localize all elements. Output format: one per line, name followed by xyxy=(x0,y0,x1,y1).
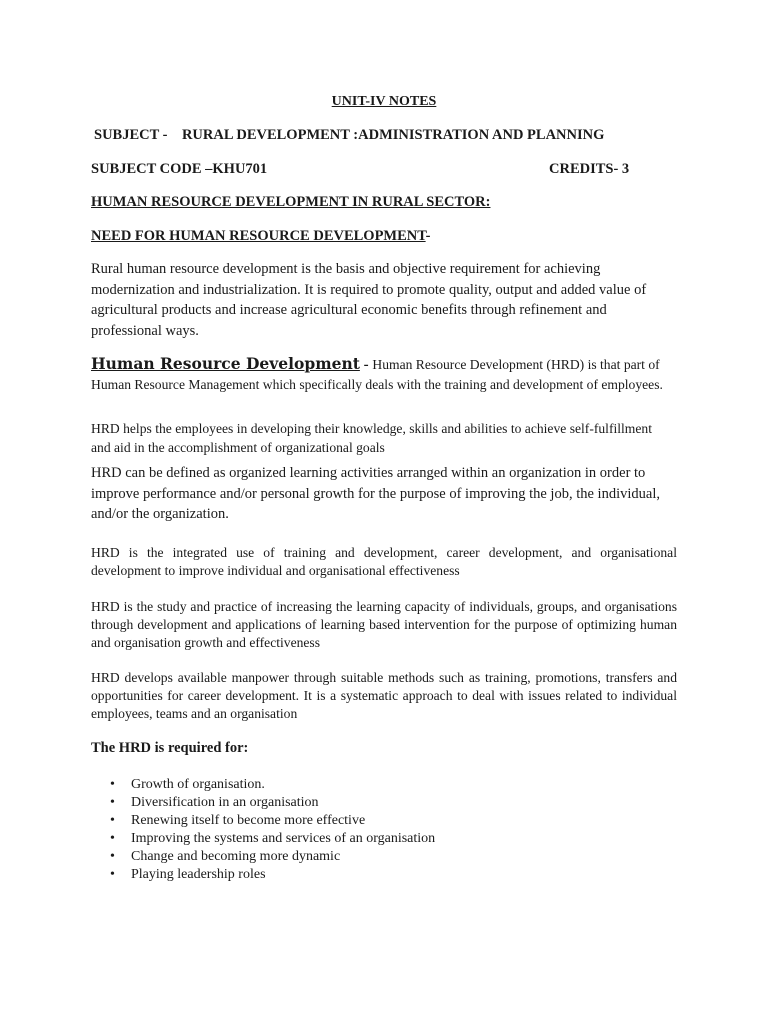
list-item-text: Improving the systems and services of an organisation xyxy=(131,830,436,846)
credits: CREDITS- 3 xyxy=(549,161,630,177)
list-item-text: Diversification in an organisation xyxy=(131,794,319,810)
list-item xyxy=(91,776,435,794)
paragraph-hrd-helps: HRD helps the employees in developing their knowledge, skills and abilities to achieve self-fulfillment and aid in the accomplishment of organizational goals xyxy=(91,421,652,455)
subject-line: SUBJECT - RURAL DEVELOPMENT :ADMINISTRATION AND PLANNING xyxy=(94,127,605,143)
paragraph-hrd-study: HRD is the study and practice of increasing the learning capacity of individuals, groups, and organisations through development and applications of learning based intervention for the purpose of optimizing human and organisation growth and effectiveness xyxy=(91,599,677,650)
paragraph-hrd-definition xyxy=(91,354,671,394)
bullet-icon: • xyxy=(110,866,115,882)
bullet-icon: • xyxy=(110,812,115,828)
page-title: UNIT-IV NOTES xyxy=(331,94,437,109)
paragraph-rural-hrd: Rural human resource development is the basis and objective requirement for achieving modernization and industrialization. It is required to promote quality, output and added value of agricultural products and increase agricultural economic benefits through refinement and professional ways. xyxy=(91,261,647,340)
hrd-term-dash: - xyxy=(359,357,373,373)
list-item-text: Growth of organisation. xyxy=(131,777,265,792)
paragraph-hrd-develops: HRD develops available manpower through suitable methods such as training, promotions, transfers and opportunities for career development. It is a systematic approach to deal with issues related to individual employees, teams and an organisation xyxy=(91,670,677,721)
list-item-text: Playing leadership roles xyxy=(131,866,266,882)
subject-code: SUBJECT CODE –KHU701 xyxy=(91,161,268,177)
need-heading-dash: - xyxy=(425,228,431,244)
paragraph-hrd-integrated: HRD is the integrated use of training and development, career development, and organisational development to improve individual and organisational effectiveness xyxy=(91,545,677,578)
list-item-text: Change and becoming more dynamic xyxy=(131,848,341,864)
hrd-term-heading: Human Resource Development xyxy=(91,354,360,373)
list-item xyxy=(91,812,435,830)
paragraph-hrd-defined: HRD can be defined as organized learning activities arranged within an organization in order to improve performance and/or personal growth for the purpose of improving the job, the individual, and/or the organization. xyxy=(91,465,660,523)
section-heading-hrd-rural: HUMAN RESOURCE DEVELOPMENT IN RURAL SECTOR: xyxy=(91,194,491,210)
bullet-icon: • xyxy=(110,830,115,846)
required-list xyxy=(91,776,435,883)
list-item-text: Renewing itself to become more effective xyxy=(131,812,366,828)
hrd-definition-text: Human Resource Development (HRD) is that part of Human Resource Management which specifically deals with the training and development of employees. xyxy=(91,357,663,392)
list-item xyxy=(91,794,435,812)
list-item xyxy=(91,830,435,848)
bullet-icon: • xyxy=(110,848,115,864)
section-heading-need xyxy=(91,228,430,245)
list-item xyxy=(91,848,435,866)
need-heading-text: NEED FOR HUMAN RESOURCE DEVELOPMENT xyxy=(91,228,426,244)
bullet-icon: • xyxy=(110,794,115,810)
bullet-icon: • xyxy=(110,777,115,792)
list-item xyxy=(91,866,435,884)
required-heading: The HRD is required for: xyxy=(91,740,249,756)
